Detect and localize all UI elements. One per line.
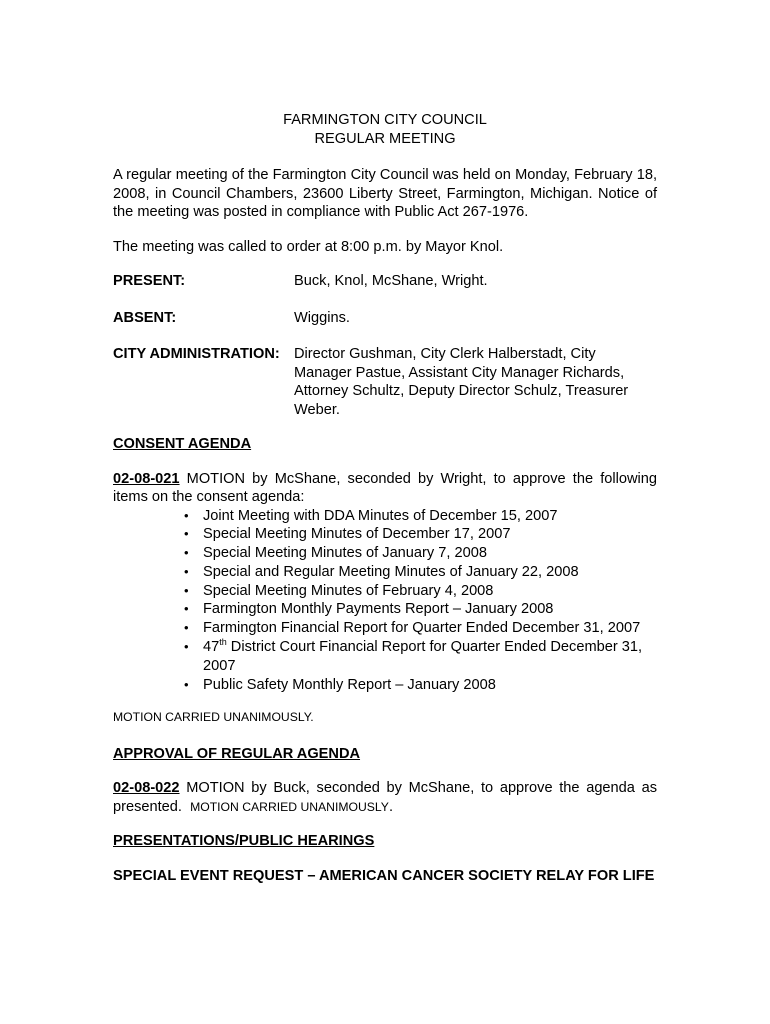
present-label: PRESENT: (113, 273, 186, 289)
list-item-text: Farmington Financial Report for Quarter Ended December 31, 2007 (203, 620, 641, 637)
intro-paragraph: A regular meeting of the Farmington City Council was held on Monday, February 18, 2008, in Council Chambers, 23600 Liberty Street, Farmington, Michigan. Notice of the meeting was posted in compliance with Public Act 267-1976. (113, 167, 657, 220)
bullet-icon: • (184, 582, 189, 598)
present-row (113, 272, 657, 291)
regular-agenda-motion-result: MOTION CARRIED UNANIMOUSLY (190, 799, 389, 814)
list-item (184, 525, 657, 544)
consent-motion-result: MOTION CARRIED UNANIMOUSLY. (113, 710, 314, 725)
consent-items-list (184, 507, 657, 695)
title-line-1: FARMINGTON CITY COUNCIL (283, 112, 487, 128)
list-item (184, 582, 657, 601)
court-item-prefix: 47 (203, 639, 220, 656)
consent-motion-number: 02-08-021 (113, 470, 180, 487)
administration-label: CITY ADMINISTRATION: (113, 346, 280, 362)
regular-agenda-motion-text: MOTION by Buck, seconded by McShane, to approve the agenda as presented. (113, 780, 657, 815)
list-item (184, 600, 657, 619)
document-title (113, 111, 657, 148)
bullet-icon: • (184, 676, 189, 692)
regular-agenda-heading: APPROVAL OF REGULAR AGENDA (113, 745, 361, 762)
list-item (184, 676, 657, 695)
administration-value: Director Gushman, City Clerk Halberstadt, City Manager Pastue, Assistant City Manager Richards, Attorney Schultz, Deputy Director Schulz, Treasurer Weber. (294, 346, 629, 418)
bullet-icon: • (184, 563, 189, 579)
bullet-icon: • (184, 620, 189, 636)
absent-row (113, 309, 657, 328)
list-item-text: Farmington Monthly Payments Report – January 2008 (203, 601, 554, 618)
document-page (113, 111, 657, 885)
court-item-superscript: th (219, 637, 227, 648)
list-item-text: Public Safety Monthly Report – January 2008 (203, 676, 496, 693)
list-item (184, 638, 657, 676)
title-line-2: REGULAR MEETING (314, 130, 456, 147)
bullet-icon: • (184, 601, 189, 617)
administration-row (113, 345, 657, 419)
consent-motion (113, 470, 657, 507)
list-item-text: Special Meeting Minutes of February 4, 2008 (203, 582, 494, 599)
list-item-text: Joint Meeting with DDA Minutes of December 15, 2007 (203, 507, 558, 524)
presentations-heading: PRESENTATIONS/PUBLIC HEARINGS (113, 833, 375, 850)
special-event-heading: SPECIAL EVENT REQUEST – AMERICAN CANCER SOCIETY RELAY FOR LIFE (113, 867, 655, 884)
list-item (184, 507, 657, 526)
regular-agenda-result-period: . (388, 798, 393, 815)
list-item (184, 619, 657, 638)
consent-motion-text: MOTION by McShane, seconded by Wright, to approve the following items on the consent agenda: (113, 470, 657, 505)
list-item (184, 563, 657, 582)
list-item-text: Special Meeting Minutes of January 7, 2008 (203, 545, 487, 562)
consent-agenda-heading: CONSENT AGENDA (113, 436, 252, 452)
list-item-text: Special and Regular Meeting Minutes of January 22, 2008 (203, 563, 579, 580)
bullet-icon: • (184, 507, 189, 523)
bullet-icon: • (184, 639, 189, 655)
absent-value: Wiggins. (294, 309, 350, 326)
present-value: Buck, Knol, McShane, Wright. (294, 273, 488, 289)
absent-label: ABSENT: (113, 309, 177, 326)
bullet-icon: • (184, 526, 189, 542)
regular-agenda-motion-number: 02-08-022 (113, 780, 180, 797)
list-item (184, 544, 657, 563)
bullet-icon: • (184, 545, 189, 561)
list-item-text: Special Meeting Minutes of December 17, 2007 (203, 526, 511, 543)
regular-agenda-motion (113, 779, 657, 816)
court-item-rest: District Court Financial Report for Quarter Ended December 31, 2007 (203, 639, 643, 674)
called-to-order: The meeting was called to order at 8:00 p.m. by Mayor Knol. (113, 238, 504, 255)
